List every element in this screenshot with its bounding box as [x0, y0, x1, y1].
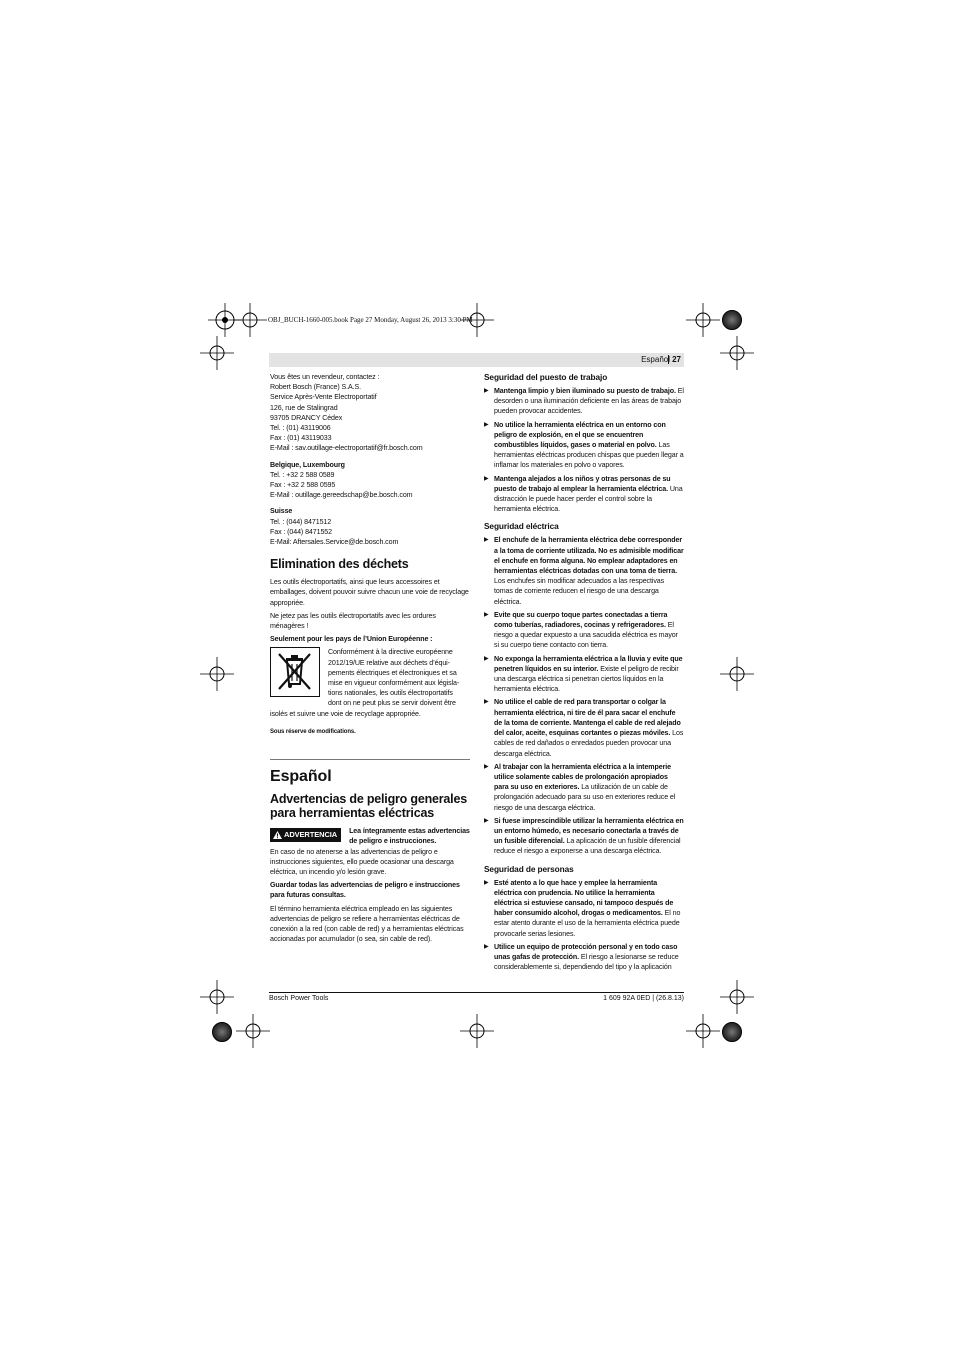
item-bold: No utilice la herramienta eléctrica en un entorno con peligro de explosión, en el que se encuentren combustibles líquidos, gases o material en polvo.	[494, 420, 666, 450]
bullet-arrow-icon: ▶	[484, 475, 489, 482]
registration-mark-icon	[686, 303, 720, 337]
contact-line: 126, rue de Stalingrad	[270, 403, 338, 412]
contact-email: E-Mail : outillage.gereedschap@be.bosch.com	[270, 491, 413, 500]
page-header	[269, 353, 684, 367]
item-bold: No utilice el cable de red para transportar o colgar la herramienta eléctrica, ni tire de él para sacar el enchufe de la toma de corriente. Mantenga el cable de red alejado del calor, aceite, esquinas cortantes o piezas móviles.	[494, 698, 681, 738]
contact-line: Tel. : (01) 43119006	[270, 424, 331, 433]
registration-mark-icon	[720, 657, 754, 691]
footer-brand: Bosch Power Tools	[269, 995, 329, 1002]
weee-line: tions nationales, les outils électroportatifs	[328, 689, 453, 698]
contact-email: E-Mail: Aftersales.Service@de.bosch.com	[270, 538, 399, 547]
item-text: La utilización de un cable de prolongación adecuado para su uso en exteriores reduce el riesgo de una descarga eléctrica.	[494, 783, 676, 812]
elimination-paragraph: Ne jetez pas les outils électroportatifs avec les ordures ménagères !	[270, 611, 436, 631]
list-item	[484, 535, 684, 606]
item-text: Los cables de red dañados o enredados pueden provocar una descarga eléctrica.	[494, 729, 684, 758]
item-text: El riesgo a quedar expuesto a una sacudida eléctrica es mayor si su cuerpo tiene contacto con tierra.	[494, 621, 678, 650]
bullet-arrow-icon: ▶	[484, 421, 489, 428]
weee-line: mise en vigueur conformément aux législa-	[328, 679, 460, 688]
eu-only-label: Seulement pour les pays de l’Union Européenne :	[270, 635, 433, 644]
item-bold: Mantenga limpio y bien iluminado su puesto de trabajo.	[494, 387, 676, 395]
personas-heading: Seguridad de personas	[484, 863, 574, 874]
header-language: Español	[641, 355, 670, 364]
item-text: El desorden o una iluminación deficiente en las áreas de trabajo pueden provocar accidentes.	[494, 387, 684, 416]
color-target-icon	[722, 1022, 742, 1042]
contact-belgium	[270, 460, 470, 501]
weee-line: 2012/19/UE relative aux déchets d’équi-	[328, 658, 450, 667]
weee-tail: isolés et suivre une voie de recyclage appropriée.	[270, 709, 421, 718]
contact-line: Fax : (044) 8471552	[270, 527, 332, 536]
weee-block	[270, 647, 470, 708]
contact-france	[270, 372, 470, 454]
item-bold: Mantenga alejados a los niños y otras personas de su puesto de trabajo al emplear la herramienta eléctrica.	[494, 474, 671, 493]
contact-line: Tel. : (044) 8471512	[270, 517, 332, 526]
footer-docnumber: 1 609 92A 0ED | (26.8.13)	[603, 995, 684, 1002]
weee-text	[328, 647, 459, 708]
contact-line: Fax : +32 2 588 0595	[270, 481, 336, 490]
contact-line: Service Après-Vente Electroportatif	[270, 393, 377, 402]
list-item	[484, 697, 684, 758]
page-number: 27	[668, 355, 681, 364]
page-footer	[269, 992, 684, 1002]
item-text: El riesgo a lesionarse se reduce considerablemente si, dependiendo del tipo y la aplicación	[494, 952, 679, 972]
list-item	[484, 816, 684, 857]
list-item	[484, 386, 684, 417]
item-text: La aplicación de un fusible diferencial reduce el riesgo a exponerse a una descarga eléctrica.	[494, 837, 681, 856]
termino-paragraph: El término herramienta eléctrica empleado en las siguientes advertencias de peligro se refiere a herramientas eléctricas de conexión a la red (con cable de red) y a herramientas eléctricas accionadas por acumulador (o sea, sin cable de red).	[270, 904, 464, 944]
espanol-heading: Español	[270, 768, 332, 786]
warning-label-text: ADVERTENCIA	[284, 830, 338, 840]
item-bold: Evite que su cuerpo toque partes conectadas a tierra como tuberías, radiadores, cocinas y refrigeradores.	[494, 610, 668, 630]
registration-mark-icon	[236, 1014, 270, 1048]
list-item	[484, 654, 684, 695]
registration-mark-icon	[200, 980, 234, 1014]
suisse-title: Suisse	[270, 507, 293, 516]
registration-mark-icon	[200, 657, 234, 691]
bullet-arrow-icon: ▶	[484, 943, 489, 950]
registration-mark-icon	[686, 1014, 720, 1048]
item-bold: Si fuese imprescindible utilizar la herramienta eléctrica en un entorno húmedo, es necesario conectarla a través de un fusible diferencial.	[494, 816, 684, 846]
crossed-bin-icon	[270, 647, 320, 697]
elimination-paragraph: Les outils électroportatifs, ainsi que leurs accessoires et emballages, doivent pouvoir suivre chacun une voie de recyclage appropriée.	[270, 578, 469, 607]
list-item	[484, 610, 684, 651]
weee-line: Conformément à la directive européenne	[328, 648, 453, 657]
bullet-arrow-icon: ▶	[484, 699, 489, 706]
warning-text: En caso de no atenerse a las advertencias de peligro e instrucciones siguientes, ello puede ocasionar una descarga eléctrica, un incendio y/o lesión grave.	[270, 847, 454, 876]
registration-mark-icon	[460, 1014, 494, 1048]
contact-line: 93705 DRANCY Cédex	[270, 413, 343, 422]
item-bold: No exponga la herramienta eléctrica a la lluvia y evite que penetren líquidos en su interior.	[494, 654, 683, 673]
item-bold: Utilice un equipo de protección personal y en todo caso unas gafas de protección.	[494, 942, 678, 961]
contact-line: Robert Bosch (France) S.A.S.	[270, 383, 362, 392]
weee-line: dont on ne peut plus se servir doivent être	[328, 699, 456, 708]
bullet-arrow-icon: ▶	[484, 537, 489, 544]
weee-line: pements électriques et électroniques et sa	[328, 668, 457, 677]
bullet-arrow-icon: ▶	[484, 817, 489, 824]
bullet-arrow-icon: ▶	[484, 611, 489, 618]
contact-email: E-Mail : sav.outillage-electroportatif@fr.bosch.com	[270, 444, 423, 453]
item-text: Una distracción le puede hacer perder el control sobre la herramienta eléctrica.	[494, 484, 683, 514]
warning-triangle-icon	[273, 831, 282, 839]
contact-line: Fax : (01) 43119033	[270, 434, 332, 443]
color-target-icon	[722, 310, 742, 330]
bullet-arrow-icon: ▶	[484, 879, 489, 886]
left-column	[270, 372, 470, 947]
item-bold: Esté atento a lo que hace y emplee la herramienta eléctrica con prudencia. No utilice la herramienta eléctrica si estuviese cansado, ni tampoco después de haber consumido alcohol, drogas o medicamentos.	[494, 878, 674, 918]
registration-mark-icon	[720, 980, 754, 1014]
list-item	[484, 420, 684, 471]
section-divider	[270, 759, 470, 760]
contact-intro: Vous êtes un revendeur, contactez :	[270, 373, 380, 381]
item-text: Existe el peligro de recibir una descarga eléctrica si penetran ciertos líquidos en la herramienta eléctrica.	[494, 664, 679, 694]
advertencias-heading: Advertencias de peligro generales para herramientas eléctricas	[270, 792, 467, 821]
registration-mark-icon	[233, 303, 267, 337]
list-item	[484, 942, 684, 973]
registration-mark-icon	[720, 336, 754, 370]
item-bold: Al trabajar con la herramienta eléctrica a la intemperie utilice solamente cables de prolongación apropiados para su uso en exteriores.	[494, 762, 671, 792]
bullet-arrow-icon: ▶	[484, 655, 489, 662]
electrica-heading: Seguridad eléctrica	[484, 521, 559, 532]
registration-mark-icon	[200, 336, 234, 370]
list-item	[484, 762, 684, 813]
item-text: Las herramientas eléctricas producen chispas que pueden llegar a inflamar los materiales en polvo o vapores.	[494, 441, 684, 470]
list-item	[484, 474, 684, 515]
item-bold: El enchufe de la herramienta eléctrica debe corresponder a la toma de corriente utilizada. No es admisible modificar el enchufe en forma alguna. No emplear adaptadores en herramientas eléctricas dotadas con una toma de tierra.	[494, 536, 684, 576]
elimination-heading: Elimination des déchets	[270, 557, 409, 572]
color-target-icon	[212, 1022, 232, 1042]
list-item	[484, 878, 684, 939]
bullet-arrow-icon: ▶	[484, 388, 489, 394]
right-column	[484, 372, 684, 975]
belgium-title: Belgique, Luxembourg	[270, 460, 345, 469]
contact-suisse	[270, 506, 470, 547]
warning-label	[270, 828, 341, 842]
puesto-heading: Seguridad del puesto de trabajo	[484, 372, 608, 382]
bullet-arrow-icon: ▶	[484, 763, 489, 770]
warning-block	[270, 826, 470, 846]
warning-bold: Lea íntegramente estas advertencias de peligro e instrucciones.	[349, 827, 470, 846]
contact-line: Tel. : +32 2 588 0589	[270, 470, 335, 479]
item-text: El no estar atento durante el uso de la herramienta eléctrica puede provocarle serias lesiones.	[494, 909, 681, 938]
print-info: OBJ_BUCH-1660-005.book Page 27 Monday, August 26, 2013 3:30 PM	[268, 316, 473, 324]
guardar-note: Guardar todas las advertencias de peligro e instrucciones para futuras consultas.	[270, 881, 460, 900]
item-text: Los enchufes sin modificar adecuados a las respectivas tomas de corriente reducen el riesgo de una descarga eléctrica.	[494, 577, 665, 606]
reserve-note: Sous réserve de modifications.	[270, 728, 356, 735]
